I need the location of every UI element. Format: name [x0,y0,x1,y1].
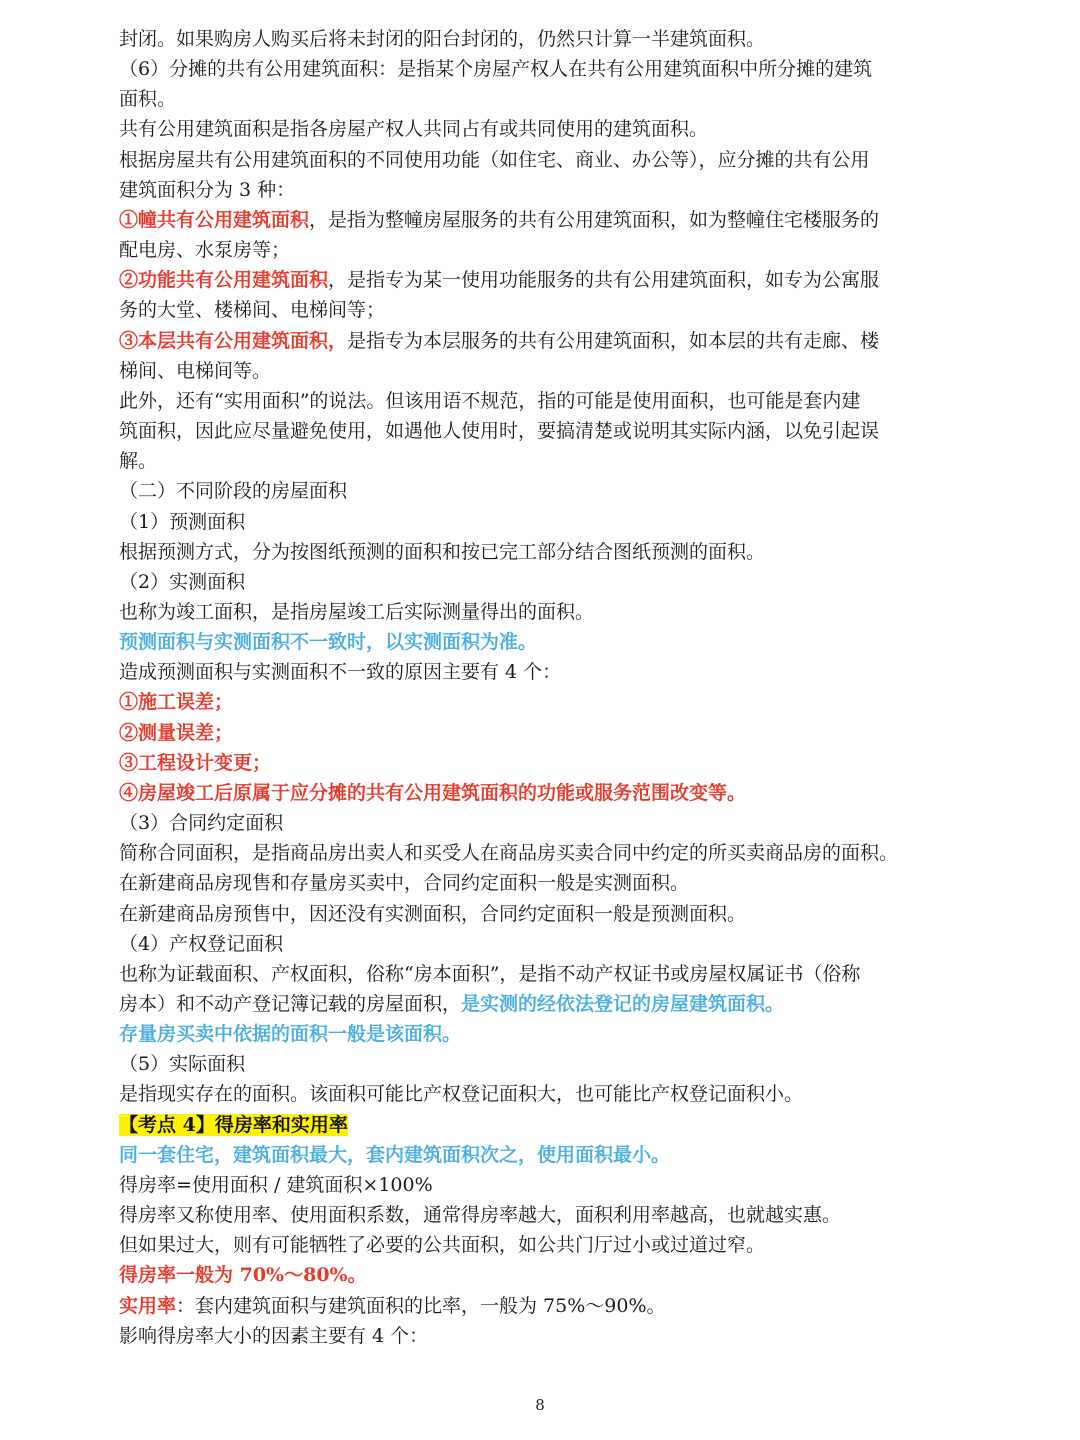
red-emphasis: 得房率一般为 70%～80%。 [119,1264,367,1287]
plain-text: 房本）和不动产登记簿记载的房屋面积， [119,993,462,1015]
red-emphasis: ②功能共有公用建筑面积 [119,269,329,292]
text-line: 也称为竣工面积，是指房屋竣工后实际测量得出的面积。 [119,600,595,623]
text-line: 面积。 [119,88,177,111]
text-line: 务的大堂、楼梯间、电梯间等； [119,299,386,322]
body-text [119,24,934,1351]
text-line: 解。 [119,450,158,473]
text-line [119,989,934,1019]
text-line: 得房率=使用面积 / 建筑面积×100% [119,1173,433,1196]
text-line: 配电房、水泵房等； [119,239,291,262]
text-line: 但如果过大，则有可能牺牲了必要的公共面积，如公共门厅过小或过道过窄。 [119,1234,766,1257]
red-emphasis: ③工程设计变更； [119,751,272,774]
text-line: 根据房屋共有公用建筑面积的不同使用功能（如住宅、商业、办公等），应分摊的共有公用 [119,148,870,171]
text-line [119,627,934,657]
blue-emphasis: 是实测的经依法登记的房屋建筑面积。 [461,993,785,1015]
text-line: 也称为证载面积、产权面积，俗称“房本面积”，是指不动产权证书或房屋权属证书（俗称 [119,962,861,985]
text-line [119,1260,934,1290]
blue-emphasis: 预测面积与实测面积不一致时，以实测面积为准。 [119,631,538,654]
text-line [119,1291,934,1321]
text-line: 影响得房率大小的因素主要有 4 个： [119,1324,429,1347]
text-line: 根据预测方式，分为按图纸预测的面积和按已完工部分结合图纸预测的面积。 [119,540,766,563]
text-line: （6）分摊的共有公用建筑面积：是指某个房屋产权人在共有公用建筑面积中所分摊的建筑 [119,58,873,81]
text-line: （2）实测面积 [119,570,246,593]
text-line: （5）实际面积 [119,1053,246,1076]
text-line [119,205,934,235]
text-line [119,1140,934,1170]
text-line: 此外，还有“实用面积”的说法。但该用语不规范，指的可能是使用面积，也可能是套内建 [119,389,861,412]
plain-text: ，是指为整幢房屋服务的共有公用建筑面积，如为整幢住宅楼服务的 [309,208,880,231]
plain-text: ，是指专为某一使用功能服务的共有公用建筑面积，如专为公寓服 [328,269,880,292]
text-line: 筑面积，因此应尽量避免使用，如遇他人使用时，要搞清楚或说明其实际内涵，以免引起误 [119,420,880,443]
text-line: 共有公用建筑面积是指各房屋产权人共同占有或共同使用的建筑面积。 [119,118,709,141]
text-line [119,718,934,748]
red-emphasis: ④房屋竣工后原属于应分摊的共有公用建筑面积的功能或服务范围改变等。 [119,781,747,804]
text-line [119,265,934,295]
red-emphasis: ③本层共有公用建筑面积， [119,329,348,352]
plain-text: ：套内建筑面积与建筑面积的比率，一般为 75%～90%。 [176,1294,666,1317]
text-line [119,1019,934,1049]
plain-text: 是指专为本层服务的共有公用建筑面积，如本层的共有走廊、楼 [347,329,880,352]
text-line: 建筑面积分为 3 种： [119,178,296,201]
red-emphasis: ①施工误差； [119,691,234,714]
text-line: 造成预测面积与实测面积不一致的原因主要有 4 个： [119,661,562,684]
text-line: （二）不同阶段的房屋面积 [119,480,348,503]
blue-emphasis: 存量房买卖中依据的面积一般是该面积。 [119,1023,462,1046]
text-line: 封闭。如果购房人购买后将未封闭的阳台封闭的，仍然只计算一半建筑面积。 [119,28,766,50]
red-emphasis: 实用率 [119,1294,177,1317]
page-number: 8 [535,1396,545,1414]
text-line: （1）预测面积 [119,510,246,533]
section-heading-highlight: 【考点 4】得房率和实用率 [119,1113,348,1136]
text-line [119,778,934,808]
text-line [119,748,934,778]
text-line [119,1110,934,1140]
text-line: （4）产权登记面积 [119,932,284,955]
text-line [119,326,934,356]
text-line: 得房率又称使用率、使用面积系数，通常得房率越大，面积利用率越高，也就越实惠。 [119,1204,842,1227]
blue-emphasis: 同一套住宅，建筑面积最大，套内建筑面积次之，使用面积最小。 [119,1143,671,1166]
text-line: 在新建商品房现售和存量房买卖中，合同约定面积一般是实测面积。 [119,872,690,895]
text-line: 梯间、电梯间等。 [119,359,272,382]
text-line [119,687,934,717]
red-emphasis: ②测量误差； [119,721,234,744]
red-emphasis: ①幢共有公用建筑面积 [119,208,310,231]
text-line: 是指现实存在的面积。该面积可能比产权登记面积大，也可能比产权登记面积小。 [119,1083,804,1106]
text-line: 简称合同面积，是指商品房出卖人和买受人在商品房买卖合同中约定的所买卖商品房的面积。 [119,842,899,865]
text-line: （3）合同约定面积 [119,812,284,835]
text-line: 在新建商品房预售中，因还没有实测面积，合同约定面积一般是预测面积。 [119,902,747,925]
